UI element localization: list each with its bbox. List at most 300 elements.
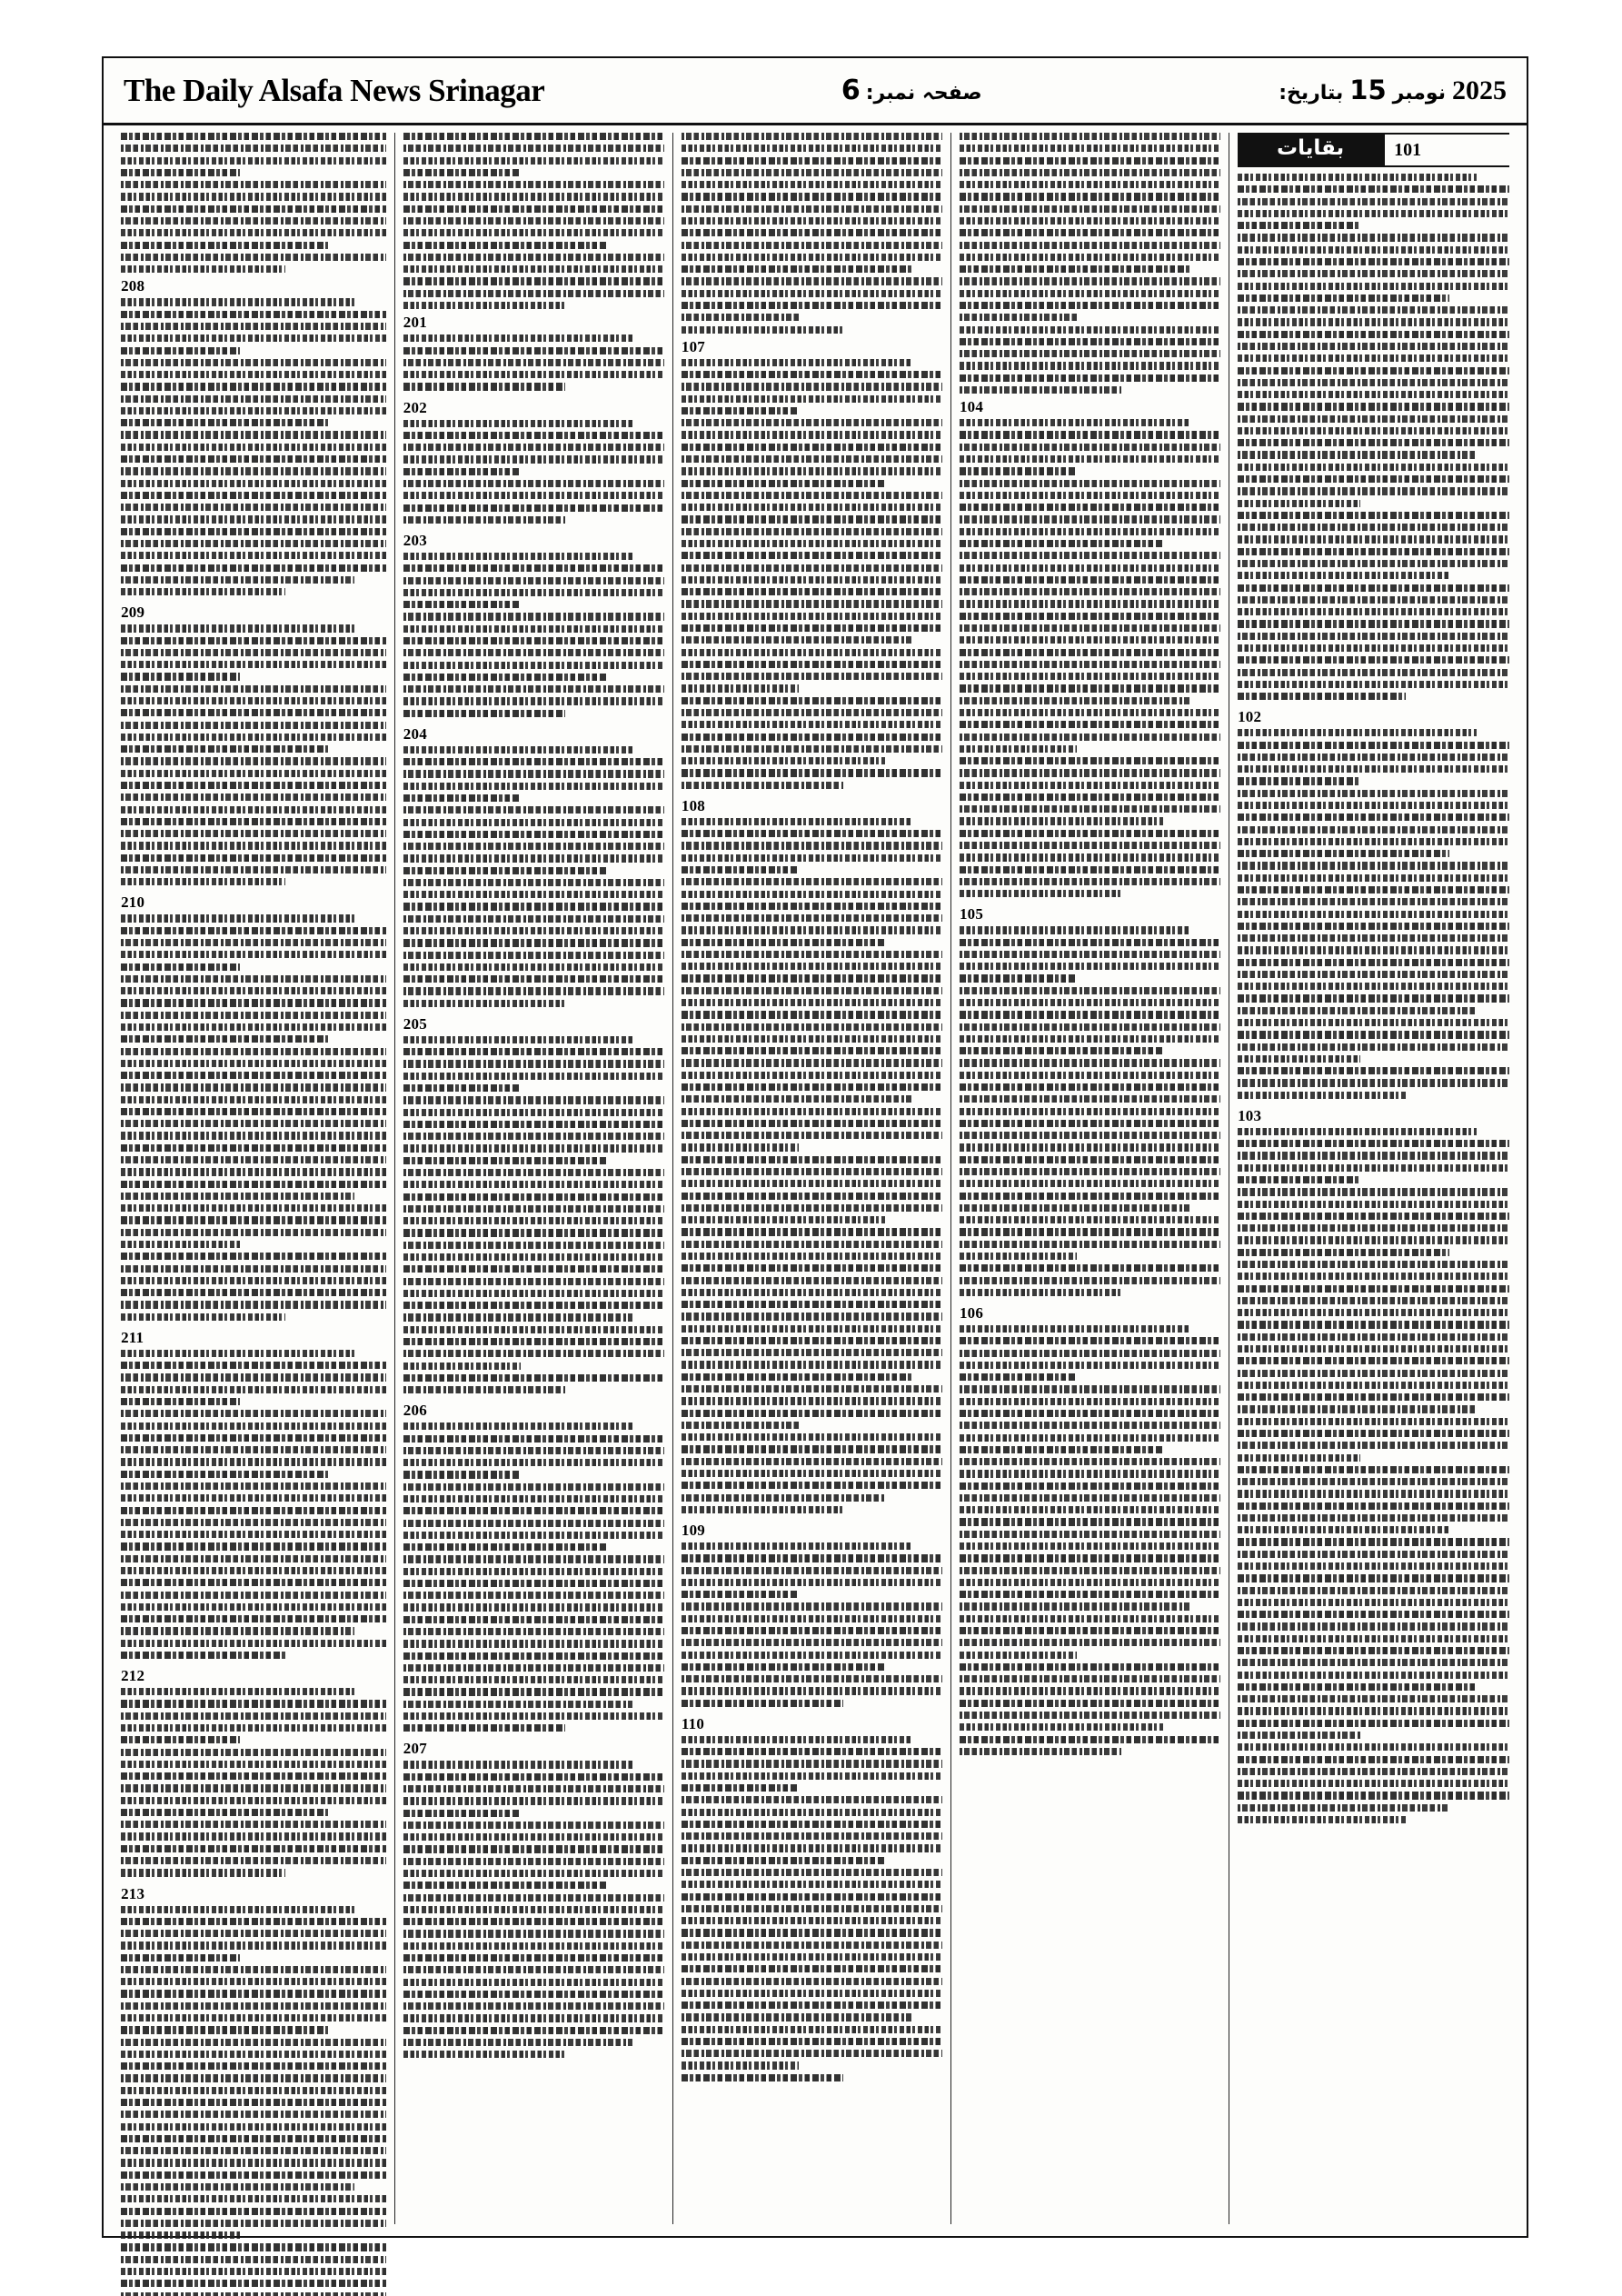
text-line — [121, 407, 386, 414]
text-line — [1238, 1611, 1509, 1618]
text-line — [682, 371, 942, 378]
text-line — [121, 1265, 386, 1273]
text-line — [682, 926, 942, 933]
text-line — [121, 1410, 386, 1417]
text-line — [960, 1398, 1220, 1405]
text-line — [403, 1568, 664, 1575]
text-line — [403, 1822, 664, 1829]
text-line — [682, 181, 942, 188]
text-line — [121, 854, 386, 862]
article-110 — [682, 1715, 942, 2081]
article-106-body — [960, 1325, 1220, 1755]
text-line — [403, 455, 664, 463]
article-201-body — [403, 334, 664, 390]
article-102-body — [1238, 729, 1509, 1099]
text-line — [121, 1978, 386, 1985]
text-line — [682, 383, 942, 390]
text-line — [960, 1253, 1077, 1260]
text-line — [121, 1289, 386, 1296]
text-line — [682, 157, 942, 165]
text-line — [121, 1567, 386, 1574]
text-line — [403, 468, 521, 475]
text-line — [121, 157, 386, 165]
text-line — [1238, 343, 1509, 350]
text-line — [121, 1241, 240, 1248]
text-line — [121, 1627, 354, 1634]
text-line — [403, 854, 664, 862]
text-line — [960, 673, 1220, 680]
text-line — [121, 1507, 386, 1514]
text-line — [682, 1143, 799, 1151]
text-line — [1238, 1188, 1509, 1195]
text-line — [682, 1736, 911, 1743]
text-line — [1238, 1261, 1509, 1268]
text-line — [682, 314, 799, 321]
text-line — [682, 359, 911, 366]
text-line — [403, 1616, 664, 1623]
text-line — [403, 794, 521, 802]
text-line — [682, 2013, 911, 2021]
text-line — [121, 1373, 386, 1381]
text-line — [1238, 391, 1509, 398]
text-line — [960, 926, 1189, 933]
text-line — [403, 480, 664, 487]
text-line — [121, 673, 240, 680]
text-line — [121, 1398, 240, 1405]
text-line — [403, 1676, 664, 1683]
text-line — [682, 1506, 843, 1513]
text-line — [960, 1350, 1220, 1357]
article-202-number: 202 — [403, 398, 427, 416]
text-line — [960, 974, 1077, 982]
text-line — [121, 722, 386, 729]
text-line — [403, 371, 664, 378]
text-line — [1238, 1526, 1449, 1533]
text-line — [1238, 185, 1509, 193]
text-line — [121, 1519, 386, 1526]
article-109-body — [682, 1542, 942, 1707]
text-line — [403, 1326, 664, 1333]
text-line — [403, 1845, 664, 1852]
text-line — [403, 589, 664, 596]
text-line — [960, 302, 1220, 309]
text-line — [121, 2051, 386, 2058]
text-line — [403, 1580, 664, 1587]
text-line — [960, 1011, 1220, 1018]
text-line — [1238, 681, 1509, 688]
text-line — [682, 1047, 942, 1054]
text-line — [682, 866, 799, 873]
text-line — [121, 1434, 386, 1442]
text-line — [960, 1337, 1220, 1344]
text-line — [1238, 354, 1509, 362]
text-line — [403, 169, 521, 176]
text-line — [121, 1386, 386, 1393]
text-line — [403, 903, 664, 910]
article-211-body — [121, 1350, 386, 1659]
text-line — [1238, 693, 1406, 700]
text-line — [960, 1470, 1220, 1477]
text-line — [1238, 1418, 1509, 1425]
text-line — [403, 217, 664, 225]
text-line — [403, 867, 607, 874]
text-line — [403, 1048, 664, 1055]
article-203 — [403, 532, 664, 717]
text-line — [682, 636, 911, 644]
text-line — [682, 407, 799, 414]
text-line — [960, 1506, 1220, 1513]
text-line — [960, 540, 1163, 547]
text-line — [1238, 283, 1509, 290]
text-line — [403, 1423, 633, 1430]
text-line — [1238, 487, 1509, 494]
text-line — [121, 927, 386, 934]
text-line — [682, 709, 942, 716]
text-line — [682, 1953, 942, 1961]
text-line — [403, 1181, 664, 1188]
column-left — [113, 133, 395, 2224]
text-line — [682, 1929, 942, 1936]
text-line — [960, 1325, 1189, 1333]
article-104 — [960, 133, 1220, 897]
text-line — [682, 891, 942, 898]
text-line — [682, 854, 942, 862]
text-line — [960, 854, 1220, 861]
text-line — [960, 1120, 1220, 1127]
article-108-number: 108 — [681, 796, 705, 814]
text-line — [1238, 1092, 1406, 1099]
text-line — [960, 1531, 1220, 1538]
text-line — [403, 145, 664, 152]
text-line — [682, 1108, 942, 1115]
text-line — [121, 2039, 386, 2046]
text-line — [960, 709, 1220, 716]
text-line — [1238, 512, 1509, 519]
text-line — [682, 1639, 942, 1646]
text-line — [682, 229, 942, 236]
text-line — [682, 782, 843, 789]
text-line — [960, 1023, 1220, 1031]
text-line — [960, 1554, 1220, 1562]
text-line — [403, 1060, 664, 1067]
text-line — [121, 1990, 386, 1997]
text-line — [121, 1458, 386, 1465]
text-line — [403, 2014, 664, 2021]
text-line — [682, 974, 942, 982]
text-line — [682, 649, 942, 656]
text-line — [121, 1035, 328, 1043]
text-line — [403, 843, 664, 850]
section-header — [1238, 133, 1509, 167]
text-line — [1238, 427, 1509, 434]
text-line — [403, 685, 664, 693]
text-line — [403, 1374, 664, 1382]
text-line — [121, 1204, 386, 1212]
text-line — [682, 528, 942, 535]
text-line — [682, 1796, 942, 1803]
text-line — [682, 1253, 942, 1260]
text-line — [403, 1350, 664, 1357]
article-110-number: 110 — [681, 1714, 705, 1732]
text-line — [960, 1241, 1220, 1248]
text-line — [121, 1144, 386, 1152]
date-year: 2025 — [1451, 75, 1507, 105]
text-line — [403, 1157, 607, 1164]
text-line — [121, 757, 386, 764]
text-line — [682, 1373, 911, 1381]
text-line — [682, 2026, 942, 2033]
text-line — [121, 492, 386, 499]
text-line — [960, 386, 1121, 394]
text-line — [960, 576, 1220, 584]
text-line — [121, 1350, 354, 1357]
column-2 — [951, 133, 1229, 2224]
text-line — [960, 1723, 1163, 1731]
text-line — [1238, 1816, 1406, 1823]
text-line — [960, 1700, 1220, 1707]
text-line — [682, 1313, 942, 1320]
text-line — [1238, 898, 1509, 905]
text-line — [121, 1542, 386, 1550]
text-line — [960, 1156, 1220, 1163]
text-line — [960, 624, 1220, 632]
text-line — [1238, 1647, 1509, 1654]
text-line — [121, 709, 386, 716]
text-line — [1238, 1562, 1509, 1570]
text-line — [403, 1495, 664, 1502]
text-line — [960, 205, 1220, 213]
text-line — [403, 1169, 664, 1176]
text-line — [121, 624, 354, 632]
article-101 — [1238, 174, 1509, 700]
text-line — [682, 1301, 942, 1308]
text-line — [121, 878, 285, 885]
text-line — [960, 1083, 1220, 1091]
text-line — [403, 1882, 607, 1889]
text-line — [403, 2002, 664, 2010]
article-205-body — [403, 1036, 664, 1393]
text-line — [121, 1048, 386, 1055]
text-line — [121, 951, 386, 958]
text-line — [121, 1832, 386, 1840]
text-line — [1238, 475, 1509, 483]
text-line — [403, 1543, 607, 1551]
article-202-body — [403, 420, 664, 524]
text-line — [682, 205, 942, 213]
text-line — [960, 1675, 1220, 1682]
text-line — [682, 1784, 799, 1792]
text-line — [1238, 1635, 1509, 1642]
article-210-number: 210 — [121, 893, 145, 912]
text-line — [403, 157, 664, 165]
text-line — [960, 1072, 1220, 1079]
text-line — [403, 975, 664, 983]
text-line — [960, 1446, 1163, 1453]
text-line — [682, 1180, 942, 1187]
text-line — [403, 710, 565, 717]
text-line — [121, 2111, 386, 2118]
text-line — [960, 455, 1220, 463]
text-line — [682, 1990, 942, 1997]
text-line — [682, 1857, 885, 1864]
text-line — [682, 1083, 942, 1091]
text-line — [1238, 1514, 1509, 1522]
text-line — [121, 1023, 386, 1031]
text-line — [121, 1603, 386, 1611]
text-line — [682, 757, 885, 764]
text-line — [403, 302, 565, 309]
text-line — [682, 2002, 942, 2009]
article-109-number: 109 — [681, 1522, 705, 1540]
text-line — [403, 1954, 664, 1962]
article-101-body — [1238, 174, 1509, 700]
text-line — [1238, 754, 1509, 761]
text-line — [121, 2087, 386, 2094]
text-line — [1238, 1140, 1509, 1147]
text-line — [682, 661, 942, 668]
text-line — [403, 193, 664, 200]
text-line — [1238, 464, 1509, 471]
text-line — [403, 758, 664, 765]
text-line — [960, 721, 1220, 728]
text-line — [1238, 1176, 1360, 1183]
text-line — [960, 193, 1220, 200]
text-line — [960, 338, 1220, 345]
text-line — [682, 939, 885, 946]
text-line — [121, 1809, 328, 1816]
article-107-number: 107 — [681, 337, 705, 355]
text-line — [121, 770, 386, 777]
text-line — [121, 939, 386, 946]
text-line — [1238, 765, 1509, 773]
text-line — [121, 1942, 386, 1949]
text-line — [121, 2292, 386, 2296]
text-line — [403, 927, 664, 934]
text-line — [403, 1133, 664, 1140]
text-line — [1238, 1043, 1509, 1051]
text-line — [121, 515, 386, 523]
text-line — [960, 878, 1220, 885]
text-line — [1238, 403, 1509, 410]
text-line — [682, 613, 942, 620]
article-106-number: 106 — [959, 1303, 984, 1322]
text-line — [960, 326, 1220, 334]
text-line — [960, 600, 1220, 607]
text-line — [682, 1942, 942, 1949]
text-line — [1238, 1405, 1477, 1413]
text-line — [960, 265, 1189, 273]
text-line — [403, 1979, 664, 1986]
text-line — [121, 914, 354, 922]
text-line — [1238, 1333, 1509, 1341]
text-line — [403, 662, 664, 669]
text-line — [682, 576, 942, 584]
article-205-number: 205 — [403, 1014, 427, 1033]
text-line — [682, 1832, 942, 1840]
text-line — [121, 528, 386, 535]
text-line — [121, 2268, 386, 2275]
text-line — [1238, 742, 1509, 749]
text-line — [121, 842, 386, 849]
page-number-group — [841, 75, 982, 106]
text-line — [121, 2014, 386, 2021]
text-line — [403, 1797, 664, 1804]
article-211 — [121, 1329, 386, 1659]
text-line — [121, 2183, 354, 2191]
text-line — [403, 891, 664, 898]
text-line — [121, 1132, 386, 1139]
text-line — [960, 480, 1220, 487]
text-line — [682, 133, 942, 140]
text-line — [121, 697, 386, 704]
text-line — [121, 2280, 386, 2287]
text-line — [960, 467, 1077, 474]
text-line — [121, 193, 386, 200]
text-line — [682, 1011, 942, 1018]
text-line — [121, 830, 386, 837]
text-line — [121, 1012, 386, 1019]
text-line — [1238, 1357, 1509, 1364]
text-line — [960, 1143, 1220, 1151]
text-line — [682, 504, 942, 511]
text-line — [403, 1483, 664, 1491]
text-line — [1238, 1756, 1509, 1763]
text-line — [121, 734, 386, 741]
text-line — [1238, 1574, 1509, 1582]
text-line — [1238, 1599, 1509, 1606]
text-line — [1238, 1695, 1509, 1702]
text-line — [682, 600, 942, 607]
text-line — [960, 1434, 1220, 1442]
text-line — [682, 684, 799, 692]
text-line — [121, 254, 386, 261]
text-line — [121, 217, 386, 225]
article-107-top — [682, 133, 942, 334]
text-line — [403, 879, 664, 886]
text-line — [1238, 1224, 1509, 1232]
text-line — [1238, 1743, 1509, 1751]
text-line — [682, 673, 942, 680]
text-line — [1238, 246, 1509, 254]
text-line — [960, 613, 1220, 620]
text-line — [682, 193, 942, 200]
text-line — [1238, 1285, 1509, 1293]
article-203-body — [403, 553, 664, 717]
text-line — [682, 254, 942, 261]
text-line — [682, 290, 942, 297]
newspaper-sheet — [102, 56, 1528, 2238]
text-line — [121, 480, 386, 487]
columns-container — [104, 125, 1527, 2233]
text-line — [403, 1592, 664, 1599]
text-line — [1238, 777, 1360, 784]
text-line — [682, 326, 843, 334]
text-line — [121, 1966, 386, 1973]
text-line — [1238, 874, 1509, 882]
text-line — [682, 1881, 942, 1888]
text-line — [121, 2256, 386, 2263]
text-line — [682, 1264, 942, 1272]
text-line — [960, 1132, 1220, 1139]
text-line — [121, 1096, 386, 1103]
text-line — [121, 2243, 386, 2251]
article-204 — [403, 725, 664, 1007]
article-212-number: 212 — [121, 1667, 145, 1685]
text-line — [682, 455, 942, 463]
article-205 — [403, 1015, 664, 1393]
text-line — [682, 1675, 942, 1682]
text-line — [960, 515, 1220, 523]
